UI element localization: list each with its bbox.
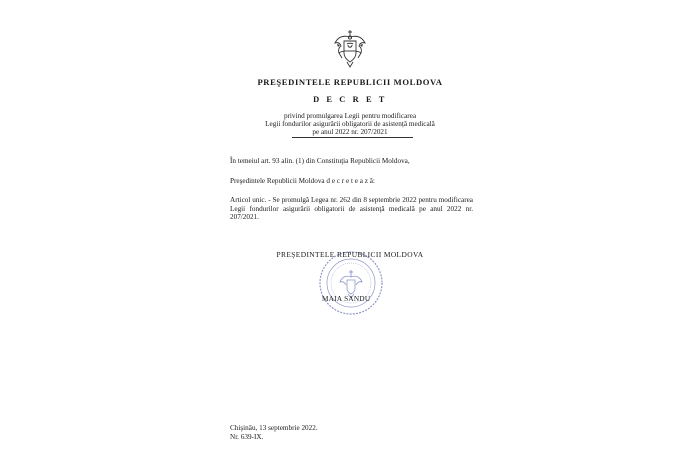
subject-line-1: privind promulgarea Legii pentru modificarea (283, 112, 417, 120)
article-text: Articol unic. - Se promulgă Legea nr. 262 din 8 septembrie 2022 pentru modificarea Legii fondurilor asigurării obligatorii de asistenţă medicală pe anul 2022 nr. 207/2021. (230, 196, 473, 222)
official-stamp-icon (318, 250, 384, 316)
document-heading: D E C R E T (313, 95, 387, 104)
signature-title: PREŞEDINTELE REPUBLICII MOLDOVA (276, 250, 424, 259)
place-date: Chişinău, 13 septembrie 2022. (230, 424, 318, 432)
decree-number: Nr. 639-IX. (230, 433, 264, 441)
decree-line (230, 178, 375, 185)
decree-line-verb: d e c r e t e a z ă: (326, 177, 375, 185)
preamble: În temeiul art. 93 alin. (1) din Constituţia Republicii Moldova, (230, 157, 410, 165)
subject-line-3: pe anul 2022 nr. 207/2021 (312, 128, 388, 136)
signature-name: MAIA SANDU (322, 295, 371, 303)
subject-underline (292, 137, 413, 138)
decree-line-prefix: Preşedintele Republicii Moldova (230, 177, 325, 185)
coat-of-arms-icon (333, 27, 367, 69)
subject-line-2: Legii fondurilor asigurării obligatorii de asistență medicală (265, 120, 435, 128)
document-title: PREŞEDINTELE REPUBLICII MOLDOVA (257, 77, 443, 87)
